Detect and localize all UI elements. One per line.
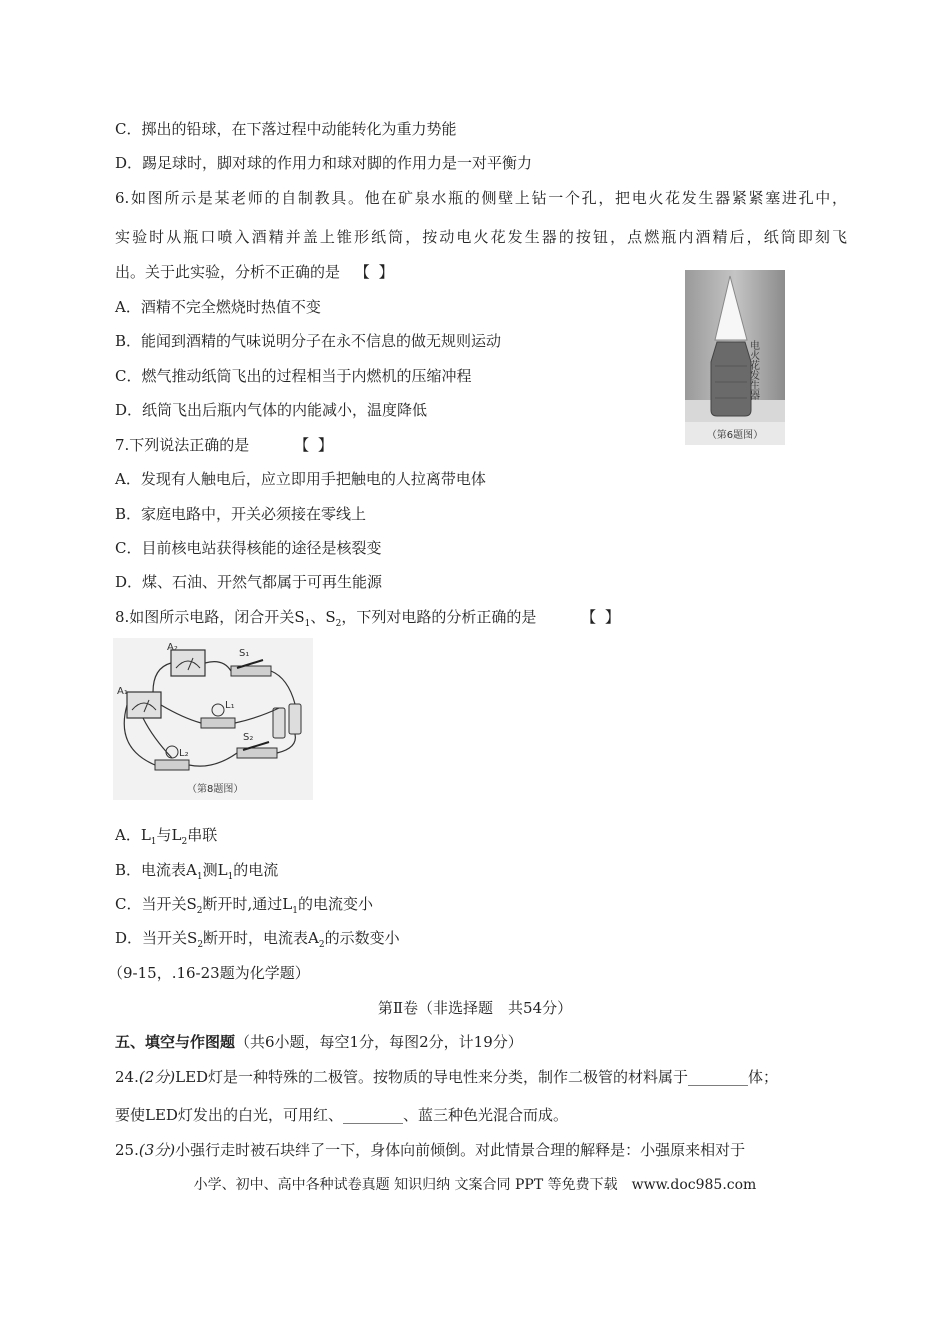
q8-figure-caption: （第8题图） [187, 784, 244, 795]
subscript: 1 [227, 872, 234, 882]
page-footer: 小学、初中、高中各种试卷真题 知识归纳 文案合同 PPT 等免费下载 www.doc985.com [193, 1177, 757, 1193]
fig8-label: L₁ [225, 700, 235, 711]
q24-text: LED灯是一种特殊的二极管。按物质的导电性来分类，制作二极管的材料属于________体； [175, 1068, 779, 1086]
option-part: 断开时，电流表A [203, 929, 319, 947]
q25-line1 [115, 1140, 745, 1160]
section5-heading [115, 1032, 523, 1052]
option-part: 的示数变小 [324, 929, 400, 947]
bottle-icon [711, 342, 751, 416]
subscript: 1 [292, 906, 298, 916]
section5-desc: （共6小题，每空1分，每图2分，计19分） [235, 1033, 523, 1051]
chem-note: （9-15，.16-23题为化学题） [108, 964, 310, 982]
q5-option-d: D．踢足球时，脚对球的作用力和球对脚的作用力是一对平衡力 [115, 154, 533, 172]
q8-answer-bracket: 【 】 [581, 608, 622, 626]
subscript: 2 [197, 940, 204, 950]
fig8-label: S₁ [239, 648, 250, 659]
section5-title: 五、填空与作图题 [115, 1033, 236, 1051]
ammeter-icon [171, 650, 205, 676]
q25-text: 小强行走时被石块绊了一下，身体向前倾倒。对此情景合理的解释是：小强原来相对于 [175, 1141, 746, 1159]
q6-stem-text: 出。关于此实验，分析不正确的是 [115, 263, 341, 281]
q8-stem-part: 、S [310, 608, 336, 626]
q8-option-a [115, 825, 217, 852]
option-part: A．L [115, 826, 151, 844]
q7-option-c: C．目前核电站获得核能的途径是核裂变 [115, 539, 382, 557]
option-part: 断开时,通过L [202, 895, 293, 913]
q5-option-c: C．掷出的铅球，在下落过程中动能转化为重力势能 [115, 120, 457, 138]
q24-number: 24. [115, 1068, 139, 1086]
q6-option-b: B．能闻到酒精的气味说明分子在永不信息的做无规则运动 [115, 332, 502, 350]
option-part: 串联 [187, 826, 218, 844]
ammeter-icon [127, 692, 161, 718]
q8-option-c [115, 894, 373, 921]
fig8-label: S₂ [243, 732, 254, 743]
q25-number: 25. [115, 1141, 139, 1159]
q6-option-c: C．燃气推动纸筒飞出的过程相当于内燃机的压缩冲程 [115, 367, 472, 385]
q6-stem-line3 [115, 262, 396, 282]
option-part: 与L [156, 826, 182, 844]
subscript: 2 [335, 619, 342, 629]
fig8-label: L₂ [179, 748, 189, 759]
q6-stem-line1: 6.如图所示是某老师的自制教具。他在矿泉水瓶的侧壁上钻一个孔，把电火花发生器紧紧塞进孔中， [115, 189, 847, 207]
q8-option-b [115, 860, 278, 887]
q6-figure-caption: （第6题图） [706, 430, 764, 441]
q7-option-a: A．发现有人触电后，应立即用手把触电的人拉离带电体 [115, 470, 486, 488]
q7-stem-text: 7.下列说法正确的是 [115, 436, 250, 454]
q7-stem [115, 435, 335, 455]
q6-option-a: A．酒精不完全燃烧时热值不变 [115, 298, 321, 316]
q24-line2: 要使LED灯发出的白光，可用红、________、蓝三种色光混合而成。 [115, 1106, 568, 1124]
subscript: 2 [196, 906, 203, 916]
q8-stem-part: 8.如图所示电路，闭合开关S [115, 608, 305, 626]
section2-title: 第Ⅱ卷（非选择题 共54分） [377, 999, 573, 1017]
q6-figure-label: 电火花发生器 [747, 340, 759, 400]
subscript: 2 [181, 837, 188, 847]
option-part: 测L [202, 861, 228, 879]
q7-answer-bracket: 【 】 [294, 436, 335, 454]
q6-figure-bottle [685, 270, 785, 445]
subscript: 1 [196, 872, 203, 882]
q8-option-d [115, 928, 400, 955]
q7-option-b: B．家庭电路中，开关必须接在零线上 [115, 505, 367, 523]
q24-line1 [115, 1067, 778, 1087]
fig8-label: A₂ [167, 642, 178, 653]
q25-score: (3分) [138, 1141, 176, 1159]
subscript: 1 [150, 837, 157, 847]
subscript: 1 [304, 619, 311, 629]
q8-stem-part: ，下列对电路的分析正确的是 [341, 608, 537, 626]
q6-stem-line2: 实验时从瓶口喷入酒精并盖上锥形纸筒，按动电火花发生器的按钮，点燃瓶内酒精后，纸筒即刻飞 [115, 228, 847, 246]
option-part: D．当开关S [115, 929, 198, 947]
q6-option-d: D．纸筒飞出后瓶内气体的内能减小，温度降低 [115, 401, 428, 419]
q8-stem [115, 607, 622, 634]
subscript: 2 [318, 940, 325, 950]
option-part: 的电流 [233, 861, 279, 879]
fig8-label: A₁ [117, 686, 128, 697]
q6-answer-bracket: 【 】 [354, 263, 396, 281]
q24-score: (2分) [138, 1068, 176, 1086]
option-part: B．电流表A [115, 861, 197, 879]
option-part: C．当开关S [115, 895, 197, 913]
q8-figure-circuit [113, 638, 313, 800]
option-part: 的电流变小 [297, 895, 373, 913]
q7-option-d: D．煤、石油、开然气都属于可再生能源 [115, 573, 383, 591]
